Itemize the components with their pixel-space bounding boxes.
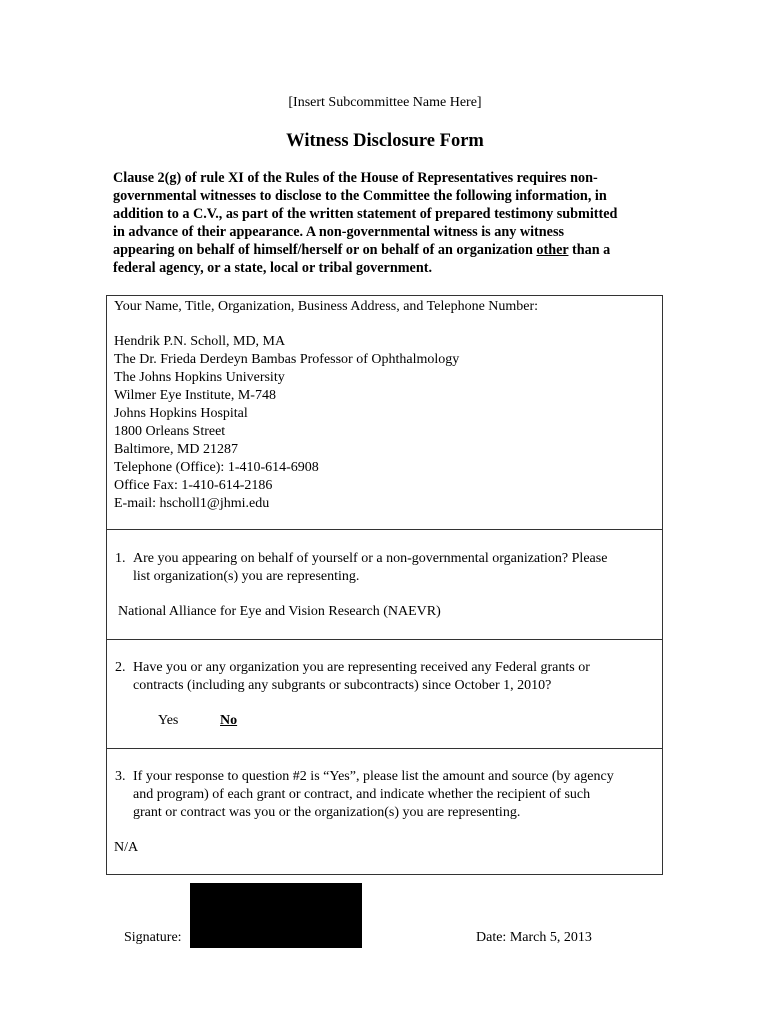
grant-answer: N/A [114,840,139,855]
contact-line: The Dr. Frieda Derdeyn Bambas Professor of Ophthalmology [114,352,460,367]
question-3-box [106,748,663,875]
intro-line: Clause 2(g) of rule XI of the Rules of the House of Representatives requires non- [113,170,598,186]
contact-label: Your Name, Title, Organization, Business Address, and Telephone Number: [114,299,539,314]
contact-line: Baltimore, MD 21287 [114,442,239,457]
contact-line: Hendrik P.N. Scholl, MD, MA [114,334,286,349]
question-text: Have you or any organization you are representing received any Federal grants or [133,660,590,675]
contact-box [106,295,663,529]
question-text: list organization(s) you are representing. [133,569,360,584]
form-title: Witness Disclosure Form [286,131,484,151]
intro-line: governmental witnesses to disclose to the Committee the following information, in [113,188,607,204]
question-number: 3. [115,769,126,784]
question-number: 1. [115,551,126,566]
contact-line: Johns Hopkins Hospital [114,406,248,421]
question-1-box [106,529,663,639]
question-text: Are you appearing on behalf of yourself or a non-governmental organization? Please [133,551,608,566]
signature-label: Signature: [124,930,182,945]
question-2-box [106,639,663,748]
contact-line: Office Fax: 1-410-614-2186 [114,478,273,493]
intro-line: addition to a C.V., as part of the written statement of prepared testimony submitted [113,206,618,222]
question-text: grant or contract was you or the organization(s) you are representing. [133,805,521,820]
question-text: and program) of each grant or contract, and indicate whether the recipient of such [133,787,591,802]
organization-answer: National Alliance for Eye and Vision Research (NAEVR) [118,604,441,619]
question-text: contracts (including any subgrants or subcontracts) since October 1, 2010? [133,678,552,693]
intro-line: federal agency, or a state, local or tribal government. [113,260,433,276]
intro-text: appearing on behalf of himself/herself or on behalf of an organization [113,242,537,258]
contact-line: The Johns Hopkins University [114,370,285,385]
yes-option: Yes [158,713,179,728]
intro-underlined-word: other [536,242,569,258]
contact-line: Wilmer Eye Institute, M-748 [114,388,276,403]
contact-line: Telephone (Office): 1-410-614-6908 [114,460,319,475]
intro-line: in advance of their appearance. A non-governmental witness is any witness [113,224,564,240]
contact-line: E-mail: hscholl1@jhmi.edu [114,496,270,511]
intro-line [113,241,663,259]
no-option-selected: No [220,713,238,728]
intro-text: than a [568,242,611,258]
intro-paragraph [113,169,663,277]
signature-date: Date: March 5, 2013 [476,930,592,945]
question-text: If your response to question #2 is “Yes”, please list the amount and source (by agency [133,769,614,784]
redacted-signature [190,883,362,948]
question-number: 2. [115,660,126,675]
contact-line: 1800 Orleans Street [114,424,226,439]
subcommittee-name: [Insert Subcommittee Name Here] [288,95,482,110]
